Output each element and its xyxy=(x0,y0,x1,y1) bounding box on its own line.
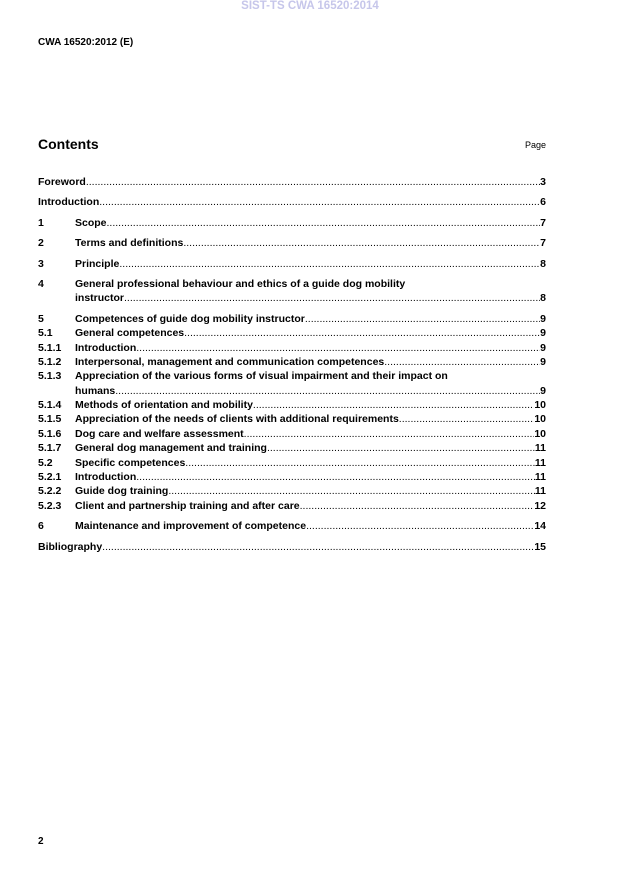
toc-entry[interactable] xyxy=(38,427,546,441)
dot-leader xyxy=(102,540,534,554)
toc-title: Introduction xyxy=(38,196,100,209)
toc-page: 11 xyxy=(534,485,546,498)
toc-number: 3 xyxy=(38,257,44,270)
toc-entry[interactable] xyxy=(38,470,546,484)
toc-title: Appreciation of the needs of clients with additional requirements xyxy=(75,413,399,426)
toc-title: Client and partnership training and after care xyxy=(75,499,300,512)
toc-page: 11 xyxy=(534,471,546,484)
toc-entry[interactable] xyxy=(38,519,546,533)
toc-number: 5.1.1 xyxy=(38,341,62,354)
dot-leader xyxy=(300,499,535,513)
toc-number: 2 xyxy=(38,237,44,250)
toc-entry[interactable] xyxy=(38,484,546,498)
toc-entry[interactable] xyxy=(38,175,546,189)
dot-leader xyxy=(124,291,540,305)
toc-title: Foreword xyxy=(38,176,86,188)
toc-number: 6 xyxy=(38,520,44,533)
toc-page: 10 xyxy=(534,413,546,426)
dot-leader xyxy=(86,175,540,189)
toc-number: 5.1.2 xyxy=(38,355,62,368)
dot-leader xyxy=(107,216,541,230)
toc-entry[interactable] xyxy=(38,326,546,340)
toc-page: 7 xyxy=(540,237,546,250)
page-column-label: Page xyxy=(524,140,546,150)
toc-number: 5 xyxy=(38,312,44,325)
toc-number: 4 xyxy=(38,277,44,290)
toc-title: Specific competences xyxy=(75,456,186,469)
toc-page: 12 xyxy=(534,499,546,512)
toc-page: 10 xyxy=(534,427,546,440)
toc-entry[interactable] xyxy=(38,369,546,398)
page-title: Contents xyxy=(38,136,99,152)
toc-number: 5.1.6 xyxy=(38,427,62,440)
toc-number: 5.1 xyxy=(38,327,53,340)
toc-entry[interactable] xyxy=(38,216,546,230)
toc-page: 9 xyxy=(540,312,546,325)
toc-title: General dog management and training xyxy=(75,442,267,455)
toc-page: 11 xyxy=(534,456,546,469)
toc-number: 5.2 xyxy=(38,456,53,469)
toc-page: 7 xyxy=(540,216,546,229)
toc-page: 6 xyxy=(540,196,546,209)
toc-entry[interactable] xyxy=(38,277,546,306)
toc-title: instructor xyxy=(75,292,125,305)
toc-entry[interactable] xyxy=(38,456,546,470)
toc-entry[interactable] xyxy=(38,355,546,369)
toc-entry[interactable] xyxy=(38,312,546,326)
toc-page: 15 xyxy=(534,540,546,553)
toc-title: Interpersonal, management and communication competences xyxy=(75,355,385,368)
toc-number: 5.1.5 xyxy=(38,413,62,426)
toc-title: Introduction xyxy=(75,341,137,354)
toc-page: 8 xyxy=(540,292,546,305)
dot-leader xyxy=(115,384,540,398)
toc-page: 3 xyxy=(540,176,546,188)
toc-page: 9 xyxy=(540,384,546,397)
toc-entry[interactable] xyxy=(38,257,546,271)
toc-entry[interactable] xyxy=(38,540,546,554)
toc-page: 9 xyxy=(540,355,546,368)
toc-page: 14 xyxy=(534,520,546,533)
toc-title: Dog care and welfare assessment xyxy=(75,427,244,440)
toc-title: Principle xyxy=(75,257,120,270)
dot-leader xyxy=(306,519,534,533)
toc-page: 10 xyxy=(534,399,546,412)
toc-title: General competences xyxy=(75,327,185,340)
toc-number: 5.1.7 xyxy=(38,442,62,455)
dot-leader xyxy=(267,441,535,455)
toc-title: Guide dog training xyxy=(75,485,169,498)
toc-number: 5.2.2 xyxy=(38,485,62,498)
toc-entry[interactable] xyxy=(38,236,546,250)
toc-number: 1 xyxy=(38,216,44,229)
toc-entry[interactable] xyxy=(38,499,546,513)
toc-title-line1: General professional behaviour and ethics of a guide dog mobility xyxy=(75,277,406,290)
dot-leader xyxy=(119,257,540,271)
toc-title: humans xyxy=(75,384,116,397)
toc-title: Terms and definitions xyxy=(75,237,184,250)
toc-entry[interactable] xyxy=(38,441,546,455)
dot-leader xyxy=(185,456,535,470)
document-id: CWA 16520:2012 (E) xyxy=(38,37,134,48)
toc-page: 9 xyxy=(540,341,546,354)
toc-entry[interactable] xyxy=(38,195,546,209)
toc-number: 5.2.3 xyxy=(38,499,62,512)
toc-title: Scope xyxy=(75,216,107,229)
dot-leader xyxy=(136,470,535,484)
dot-leader xyxy=(168,484,535,498)
toc-title: Methods of orientation and mobility xyxy=(75,399,253,412)
toc-page: 8 xyxy=(540,257,546,270)
toc-title: Maintenance and improvement of competence xyxy=(75,520,307,533)
watermark: SIST-TS CWA 16520:2014 xyxy=(241,0,379,12)
toc-title: Competences of guide dog mobility instructor xyxy=(75,312,305,325)
dot-leader xyxy=(399,412,535,426)
toc-entry[interactable] xyxy=(38,398,546,412)
toc-page: 11 xyxy=(534,442,546,455)
toc-page: 9 xyxy=(540,327,546,340)
toc-number: 5.2.1 xyxy=(38,471,62,484)
dot-leader xyxy=(244,427,535,441)
toc-title: Bibliography xyxy=(38,540,103,553)
toc-entry[interactable] xyxy=(38,412,546,426)
dot-leader xyxy=(99,195,540,209)
dot-leader xyxy=(253,398,534,412)
page-number: 2 xyxy=(38,836,44,847)
dot-leader xyxy=(183,236,540,250)
table-of-contents xyxy=(38,175,546,554)
toc-title: Introduction xyxy=(75,471,137,484)
dot-leader xyxy=(184,326,540,340)
toc-title-line1: Appreciation of the various forms of visual impairment and their impact on xyxy=(75,370,448,383)
dot-leader xyxy=(384,355,540,369)
toc-entry[interactable] xyxy=(38,341,546,355)
dot-leader xyxy=(136,341,540,355)
dot-leader xyxy=(305,312,540,326)
toc-number: 5.1.4 xyxy=(38,399,62,412)
toc-number: 5.1.3 xyxy=(38,370,62,383)
